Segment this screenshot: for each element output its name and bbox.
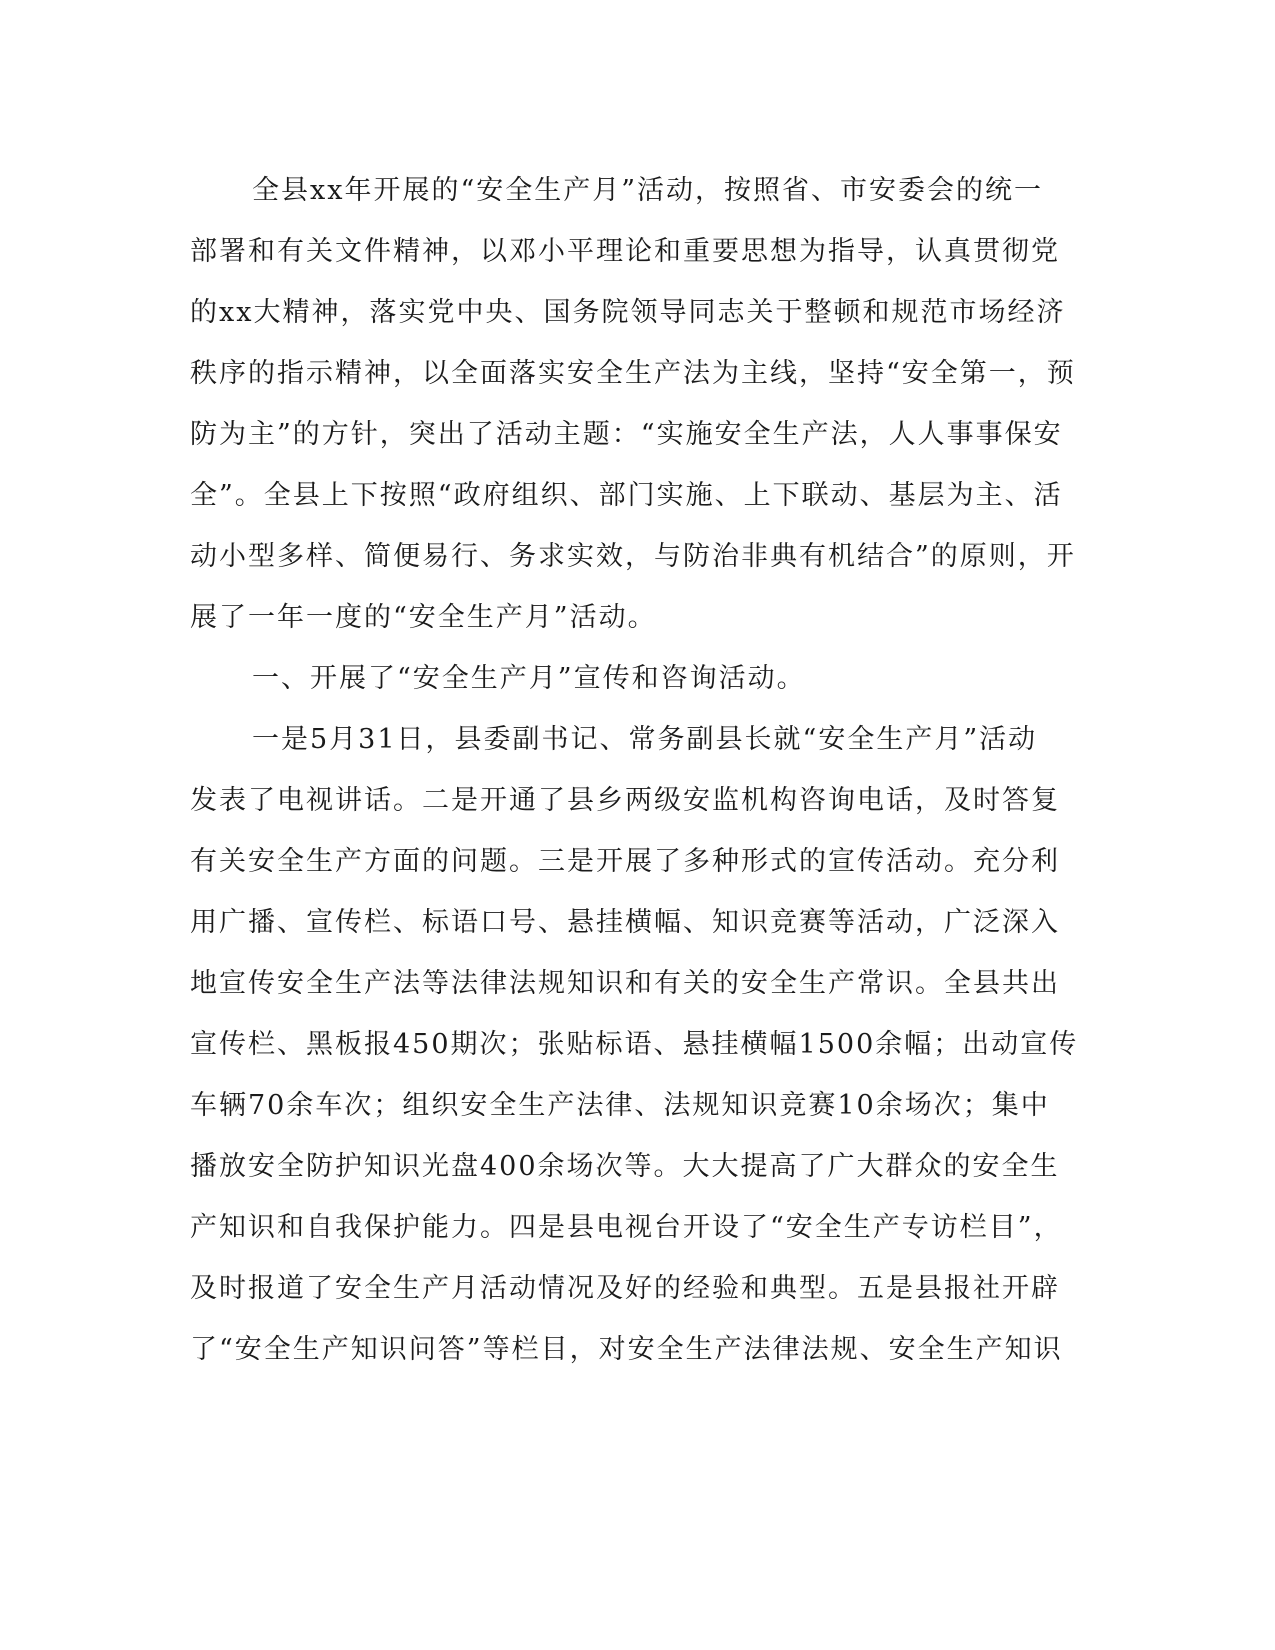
paragraph-1-line-1: 全县xx年开展的“安全生产月”活动，按照省、市安委会的统一 (252, 175, 1044, 206)
paragraph-2-line-8: 播放安全防护知识光盘400余场次等。大大提高了广大群众的安全生 (190, 1151, 1060, 1182)
paragraph-1-line-3: 的xx大精神，落实党中央、国务院领导同志关于整顿和规范市场经济 (190, 297, 1066, 328)
paragraph-2-line-4: 用广播、宣传栏、标语口号、悬挂横幅、知识竞赛等活动，广泛深入 (190, 907, 1060, 938)
paragraph-2-line-9: 产知识和自我保护能力。四是县电视台开设了“安全生产专访栏目”， (190, 1212, 1063, 1243)
body-text (190, 160, 1079, 1380)
paragraph-1-line-4: 秩序的指示精神，以全面落实安全生产法为主线，坚持“安全第一，预 (190, 358, 1076, 389)
paragraph-1-line-8: 展了一年一度的“安全生产月”活动。 (190, 602, 657, 633)
paragraph-2-line-2: 发表了电视讲话。二是开通了县乡两级安监机构咨询电话，及时答复 (190, 785, 1060, 816)
paragraph-2-line-5: 地宣传安全生产法等法律法规知识和有关的安全生产常识。全县共出 (190, 968, 1060, 999)
paragraph-1-line-7: 动小型多样、简便易行、务求实效，与防治非典有机结合”的原则，开 (190, 541, 1076, 572)
paragraph-1-line-6: 全”。全县上下按照“政府组织、部门实施、上下联动、基层为主、活 (190, 480, 1063, 511)
paragraph-2-line-3: 有关安全生产方面的问题。三是开展了多种形式的宣传活动。充分利 (190, 846, 1060, 877)
paragraph-2-line-6: 宣传栏、黑板报450期次；张贴标语、悬挂横幅1500余幅；出动宣传 (190, 1029, 1079, 1060)
paragraph-2-line-11: 了“安全生产知识问答”等栏目，对安全生产法律法规、安全生产知识 (190, 1334, 1063, 1365)
paragraph-2-line-7: 车辆70余车次；组织安全生产法律、法规知识竞赛10余场次；集中 (190, 1090, 1050, 1121)
paragraph-2-line-1: 一是5月31日，县委副书记、常务副县长就“安全生产月”活动 (252, 724, 1038, 755)
paragraph-1-line-5: 防为主”的方针，突出了活动主题：“实施安全生产法，人人事事保安 (190, 419, 1063, 450)
paragraph-2-line-10: 及时报道了安全生产月活动情况及好的经验和典型。五是县报社开辟 (190, 1273, 1060, 1304)
section-heading-1: 一、开展了“安全生产月”宣传和咨询活动。 (252, 663, 806, 694)
paragraph-1-line-2: 部署和有关文件精神，以邓小平理论和重要思想为指导，认真贯彻党 (190, 236, 1060, 267)
